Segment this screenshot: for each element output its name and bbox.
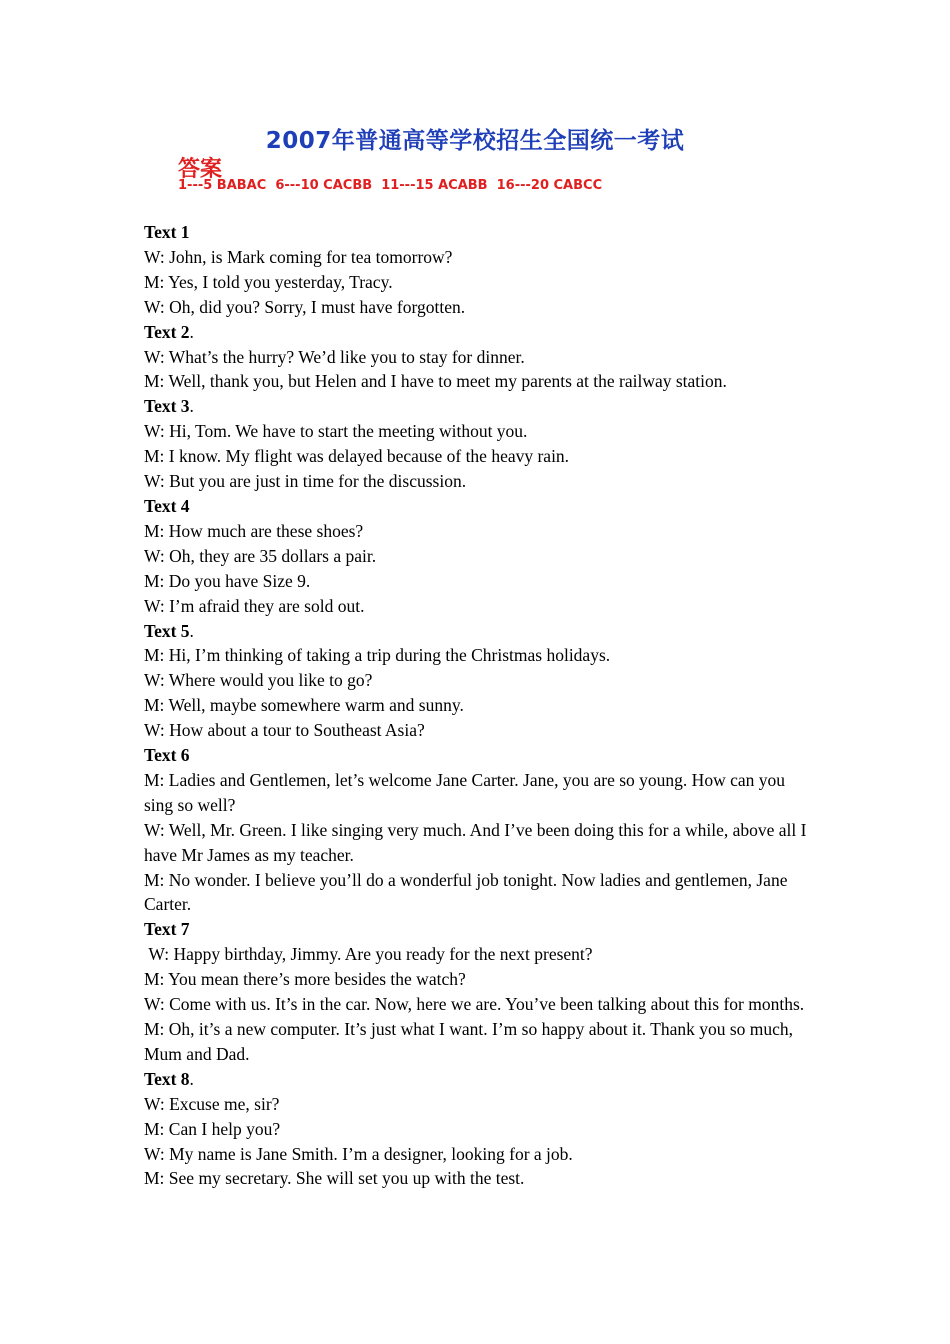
transcript-section xyxy=(144,1067,814,1192)
dialogue-line: M: Ladies and Gentlemen, let’s welcome Jane Carter. Jane, you are so young. How can you sing so well? xyxy=(144,769,790,815)
document-title: 2007年普通高等学校招生全国统一考试 xyxy=(265,128,685,154)
section-heading xyxy=(144,394,814,419)
section-heading-suffix: . xyxy=(189,396,194,417)
dialogue-line: M: See my secretary. She will set you up with the test. xyxy=(144,1168,525,1189)
dialogue-line: W: But you are just in time for the discussion. xyxy=(144,471,467,492)
section-heading-label: Text 1 xyxy=(144,222,190,242)
dialogue-line: W: Happy birthday, Jimmy. Are you ready for the next present? xyxy=(144,944,593,965)
transcript-section xyxy=(144,220,814,320)
dialogue-line: W: How about a tour to Southeast Asia? xyxy=(144,720,425,741)
transcript-section xyxy=(144,394,814,494)
dialogue-line: W: Well, Mr. Green. I like singing very much. And I’ve been doing this for a while, above all I have Mr James as my teacher. xyxy=(144,819,811,865)
section-heading-label: Text 6 xyxy=(144,745,190,766)
section-heading xyxy=(144,220,814,245)
section-heading xyxy=(144,320,814,345)
section-heading-label: Text 5 xyxy=(144,620,190,641)
dialogue-line: M: Well, maybe somewhere warm and sunny. xyxy=(144,695,464,716)
transcript-body xyxy=(144,220,814,1191)
section-heading-label: Text 8 xyxy=(144,1068,190,1089)
transcript-section xyxy=(144,917,814,1066)
dialogue-line: M: Oh, it’s a new computer. It’s just what I want. I’m so happy about it. Thank you so much, Mum and Dad. xyxy=(144,1019,798,1064)
section-heading xyxy=(144,619,814,644)
dialogue-line: M: Hi, I’m thinking of taking a trip during the Christmas holidays. xyxy=(144,645,611,666)
dialogue-line: W: Oh, they are 35 dollars a pair. xyxy=(144,545,377,566)
section-heading-suffix: . xyxy=(189,1068,194,1089)
section-heading xyxy=(144,494,814,519)
dialogue-line: M: Do you have Size 9. xyxy=(144,570,311,591)
section-heading-label: Text 3 xyxy=(144,396,190,417)
transcript-section xyxy=(144,494,814,619)
dialogue-line: M: No wonder. I believe you’ll do a wonderful job tonight. Now ladies and gentlemen, Jane Carter. xyxy=(144,869,792,915)
dialogue-line: M: I know. My flight was delayed because of the heavy rain. xyxy=(144,446,570,467)
dialogue-line: W: What’s the hurry? We’d like you to stay for dinner. xyxy=(144,346,525,367)
dialogue-line: W: Come with us. It’s in the car. Now, here we are. You’ve been talking about this for months. xyxy=(144,994,805,1015)
section-heading-label: Text 7 xyxy=(144,919,190,940)
transcript-section xyxy=(144,320,814,395)
dialogue-line: M: You mean there’s more besides the watch? xyxy=(144,969,466,990)
section-heading-suffix: . xyxy=(189,620,194,641)
transcript-section xyxy=(144,743,814,917)
dialogue-line: M: Can I help you? xyxy=(144,1118,281,1139)
answer-label: 答案 xyxy=(178,157,223,182)
dialogue-line: W: I’m afraid they are sold out. xyxy=(144,595,365,616)
dialogue-line: W: Where would you like to go? xyxy=(144,670,373,691)
section-heading xyxy=(144,743,814,768)
dialogue-line: M: Yes, I told you yesterday, Tracy. xyxy=(144,271,393,292)
section-heading xyxy=(144,1067,814,1092)
transcript-section xyxy=(144,619,814,744)
answer-keys: 1---5 BABAC 6---10 CACBB 11---15 ACABB 16---20 CABCC xyxy=(178,178,603,193)
dialogue-line: M: Well, thank you, but Helen and I have to meet my parents at the railway station. xyxy=(144,371,727,392)
section-heading xyxy=(144,917,814,942)
dialogue-line: W: Oh, did you? Sorry, I must have forgotten. xyxy=(144,296,466,317)
dialogue-line: W: John, is Mark coming for tea tomorrow? xyxy=(144,246,453,267)
section-heading-label: Text 4 xyxy=(144,495,190,516)
section-heading-suffix: . xyxy=(189,321,194,342)
dialogue-line: W: My name is Jane Smith. I’m a designer, looking for a job. xyxy=(144,1143,573,1164)
dialogue-line: W: Hi, Tom. We have to start the meeting without you. xyxy=(144,421,528,442)
section-heading-label: Text 2 xyxy=(144,321,190,342)
dialogue-line: M: How much are these shoes? xyxy=(144,520,364,541)
dialogue-line: W: Excuse me, sir? xyxy=(144,1093,280,1114)
